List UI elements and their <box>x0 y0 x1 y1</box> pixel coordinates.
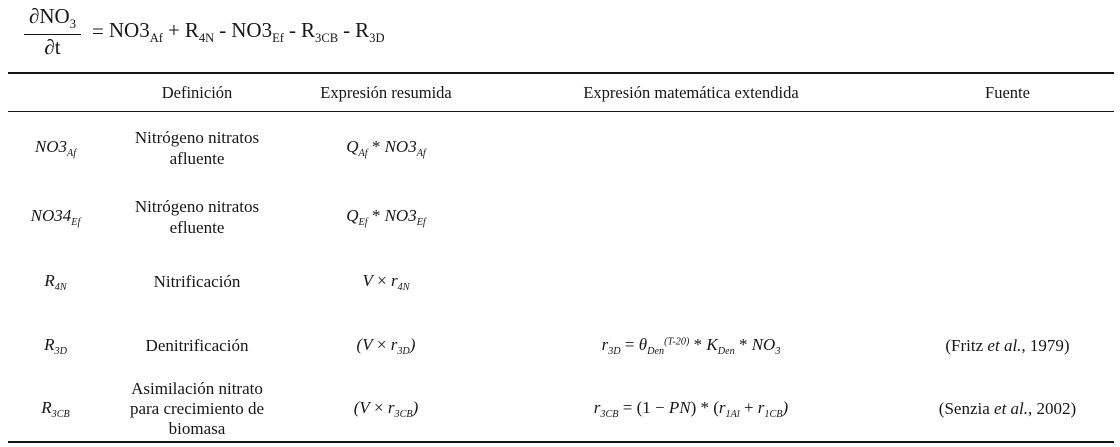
row-short-expression: $V \times r_{4N}$ <box>362 271 410 293</box>
row-short-expression: $(V \times r_{3CB})$ <box>353 397 419 420</box>
row-extended-expression: $r_{3D} = \theta_{Den}^{(T-20)} * K_{Den} * NO_3$ <box>601 334 781 357</box>
row-source <box>901 250 1114 315</box>
differential-equation <box>24 5 385 59</box>
term-subscript: Ef <box>272 30 284 45</box>
numerator-subscript: 3 <box>69 16 77 31</box>
term-subscript: 4N <box>198 30 215 45</box>
header-source: Fuente <box>985 82 1030 102</box>
operator: - <box>289 17 296 42</box>
table-row <box>8 377 1114 441</box>
term-subscript: 3CB <box>315 30 339 45</box>
row-symbol: $R_{3CB}$ <box>41 397 70 420</box>
row-symbol: $NO3_{Af}$ <box>34 137 77 159</box>
header-short-expression: Expresión resumida <box>320 82 452 102</box>
row-extended-expression: $r_{3CB} = (1 - PN) * (r_{1Al} + r_{1CB})$ <box>593 397 789 420</box>
operator: - <box>219 17 227 42</box>
equation-rhs <box>109 19 385 46</box>
equation-term: R <box>184 17 199 42</box>
equals-sign: = <box>92 19 104 44</box>
table-row <box>8 112 1114 185</box>
row-definition: Nitrógeno nitratos afluente <box>134 128 260 168</box>
term-subscript: Af <box>149 30 163 45</box>
header-extended-expression: Expresión matemática extendida <box>583 82 799 102</box>
row-definition: Asimilación nitrato para crecimiento de biomasa <box>129 378 265 439</box>
fraction-numerator <box>24 5 81 34</box>
row-source: (Fritz et al., 1979) <box>945 335 1070 355</box>
row-symbol: $R_{4N}$ <box>44 271 67 293</box>
row-source <box>901 112 1114 185</box>
row-definition: Nitrógeno nitratos efluente <box>134 197 260 237</box>
row-definition: Denitrificación <box>145 335 249 355</box>
row-short-expression: $Q_{Ef} * NO3_{Ef}$ <box>346 206 426 228</box>
equation-term: NO3 <box>231 17 273 42</box>
numerator-base: ∂NO <box>29 4 70 28</box>
row-short-expression: $Q_{Af} * NO3_{Af}$ <box>346 137 426 159</box>
equation-term: NO3 <box>108 17 150 42</box>
theta-symbol: θ <box>638 334 648 354</box>
equation-term: R <box>355 17 370 42</box>
equation-term: R <box>301 17 316 42</box>
table-row <box>8 315 1114 377</box>
operator: - <box>343 17 351 42</box>
table-header-row <box>8 72 1114 112</box>
operator: + <box>168 17 180 42</box>
fraction <box>24 5 81 59</box>
row-extended-expression <box>481 250 901 315</box>
table-body <box>8 112 1114 443</box>
row-extended-expression <box>481 112 901 185</box>
table-row <box>8 250 1114 315</box>
header-symbol <box>8 74 103 111</box>
row-definition: Nitrificación <box>153 272 241 292</box>
fraction-denominator: ∂t <box>24 34 81 59</box>
table-row <box>8 185 1114 250</box>
row-source <box>901 185 1114 250</box>
row-symbol: $R_{3D}$ <box>44 334 67 357</box>
row-extended-expression <box>481 185 901 250</box>
row-symbol: $NO34_{Ef}$ <box>30 206 81 228</box>
row-source: (Senzia et al., 2002) <box>938 398 1077 418</box>
header-definition: Definición <box>161 82 233 102</box>
term-subscript: 3D <box>369 30 385 45</box>
terms-table <box>8 72 1114 443</box>
row-short-expression: $(V \times r_{3D})$ <box>356 334 416 357</box>
